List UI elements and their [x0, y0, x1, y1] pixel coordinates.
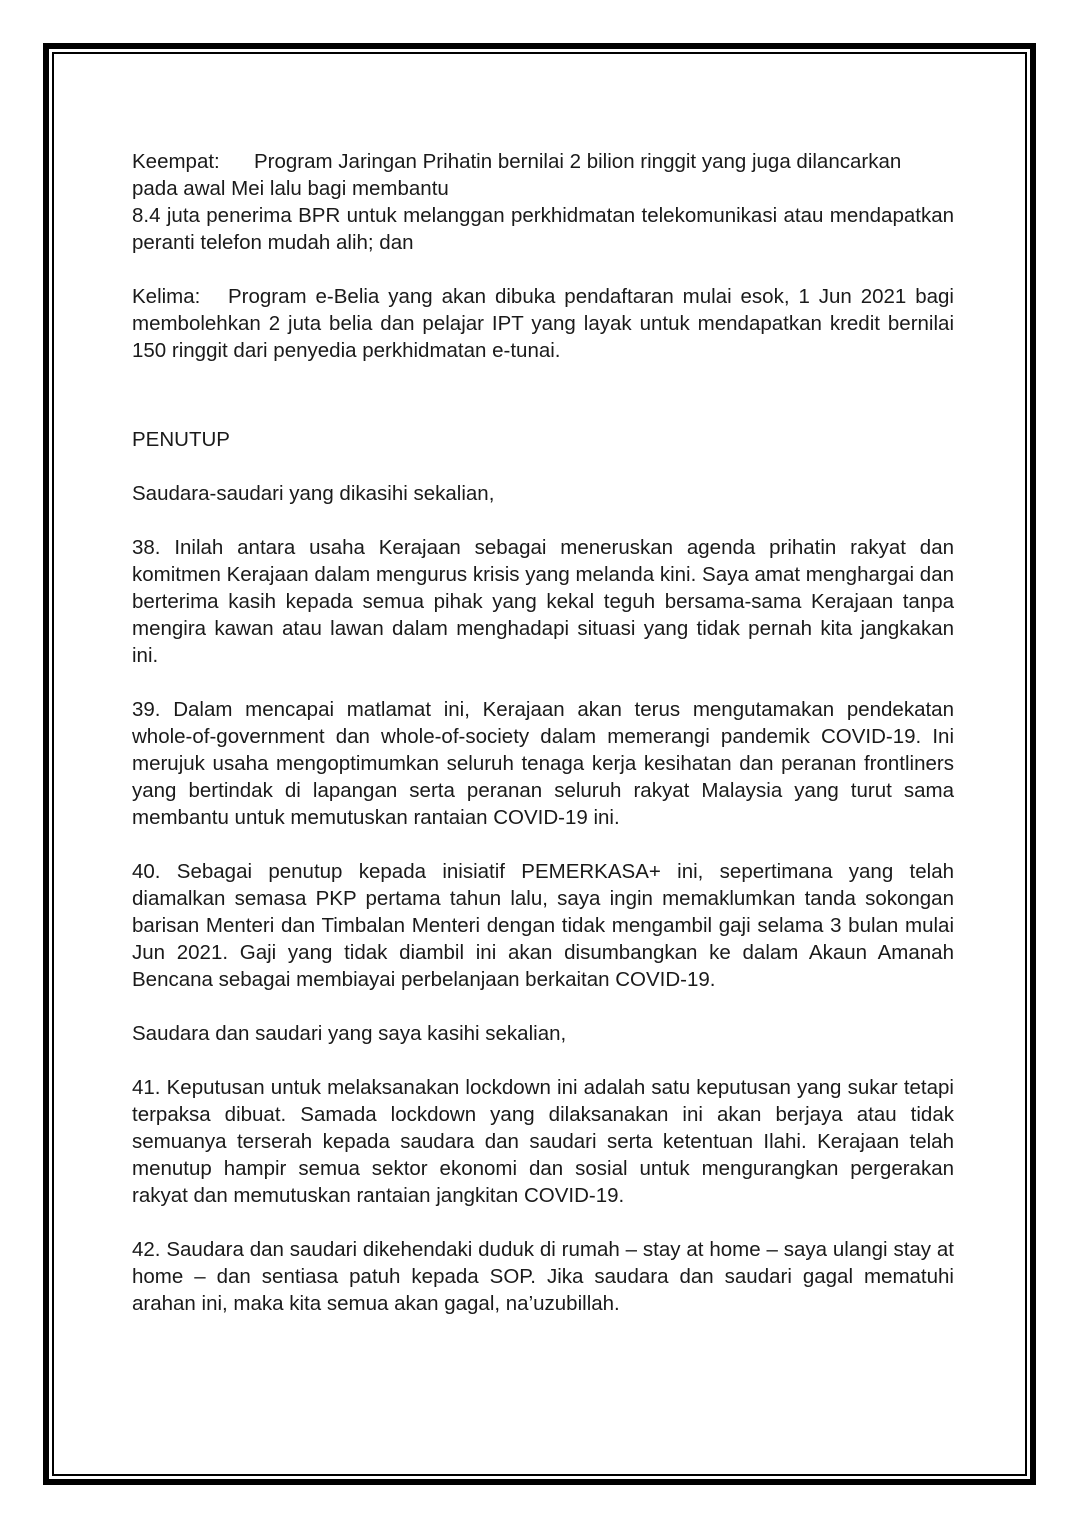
salutation-1: Saudara-saudari yang dikasihi sekalian, — [132, 482, 495, 505]
paragraph-40: 40. Sebagai penutup kepada inisiatif PEMERKASA+ ini, sepertimana yang telah diamalkan semasa PKP pertama tahun lalu, saya ingin memaklumkan tanda sokongan barisan Menteri dan Timbalan Menteri dengan tidak mengambil gaji selama 3 bulan mulai Jun 2021. Gaji yang tidak diambil ini akan disumbangkan ke dalam Akaun Amanah Bencana sebagai membiayai perbelanjaan berkaitan COVID-19. — [132, 860, 954, 991]
paragraph-41: 41. Keputusan untuk melaksanakan lockdown ini adalah satu keputusan yang sukar tetapi terpaksa dibuat. Samada lockdown yang dilaksanakan ini akan berjaya atau tidak semuanya terserah kepada saudara dan saudari serta ketentuan Ilahi. Kerajaan telah menutup hampir semua sektor ekonomi dan sosial untuk mengurangkan pergerakan rakyat dan memutuskan rantaian jangkitan COVID-19. — [132, 1076, 954, 1207]
item-keempat-text-line1: Program Jaringan Prihatin bernilai 2 bilion ringgit yang juga dilancarkan — [254, 150, 902, 173]
paragraph-42: 42. Saudara dan saudari dikehendaki duduk di rumah – stay at home – saya ulangi stay at home – dan sentiasa patuh kepada SOP. Jika saudara dan saudari gagal mematuhi arahan ini, maka kita semua akan gagal, na’uzubillah. — [132, 1238, 954, 1315]
paragraph-39: 39. Dalam mencapai matlamat ini, Kerajaan akan terus mengutamakan pendekatan whole-of-government dan whole-of-society dalam memerangi pandemik COVID-19. Ini merujuk usaha mengoptimumkan seluruh tenaga kerja kesihatan dan peranan frontliners yang bertindak di lapangan serta peranan seluruh rakyat Malaysia yang turut sama membantu untuk memutuskan rantaian COVID-19 ini. — [132, 698, 954, 829]
paragraph-38: 38. Inilah antara usaha Kerajaan sebagai meneruskan agenda prihatin rakyat dan komitmen Kerajaan dalam mengurus krisis yang melanda kini. Saya amat menghargai dan berterima kasih kepada semua pihak yang kekal teguh bersama-sama Kerajaan tanpa mengira kawan atau lawan dalam menghadapi situasi yang tidak pernah kita jangkakan ini. — [132, 536, 954, 667]
item-kelima-text: Program e-Belia yang akan dibuka pendaftaran mulai esok, 1 Jun 2021 bagi membolehkan 2 juta belia dan pelajar IPT yang layak untuk mendapatkan kredit bernilai 150 ringgit dari penyedia perkhidmatan e-tunai. — [132, 285, 954, 362]
section-heading: PENUTUP — [132, 428, 230, 451]
item-kelima-label: Kelima: — [132, 285, 201, 308]
item-keempat-text-line2: pada awal Mei lalu bagi membantu — [132, 177, 449, 200]
item-keempat-label: Keempat: — [132, 150, 220, 173]
item-keempat-text-rest: 8.4 juta penerima BPR untuk melanggan perkhidmatan telekomunikasi atau mendapatkan peranti telefon mudah alih; dan — [132, 204, 954, 254]
salutation-2: Saudara dan saudari yang saya kasihi sekalian, — [132, 1022, 567, 1045]
item-keempat — [132, 148, 954, 256]
document-body — [132, 148, 954, 1317]
item-kelima — [132, 283, 954, 364]
